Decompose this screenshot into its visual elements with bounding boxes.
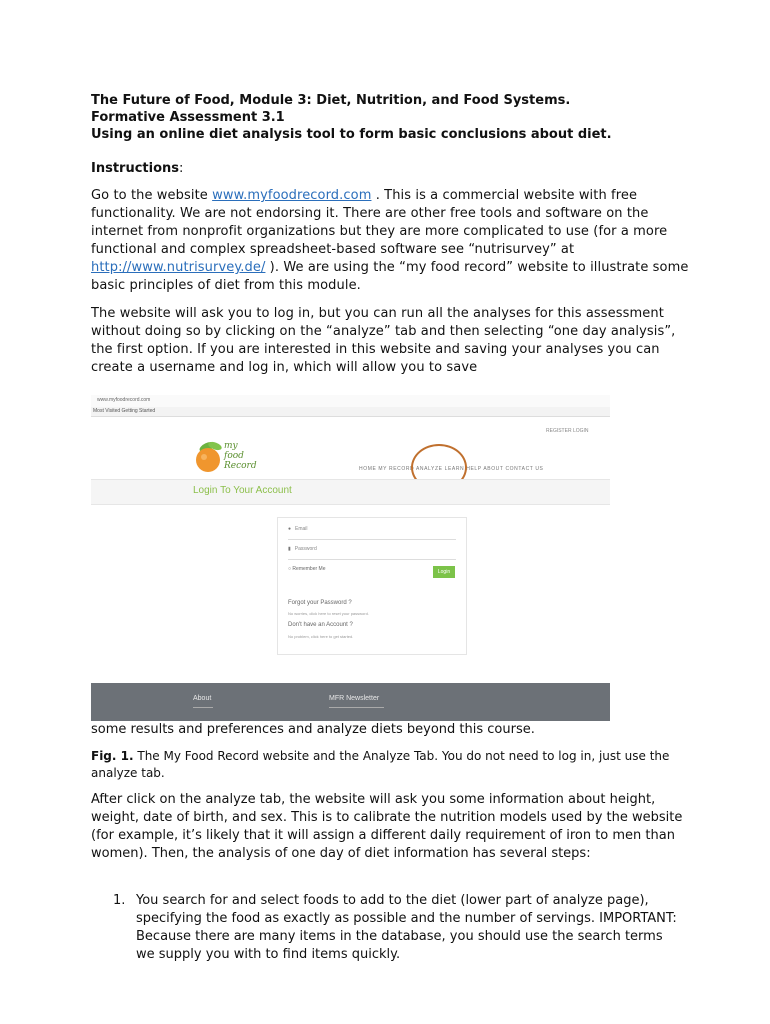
footer-newsletter[interactable]: MFR Newsletter bbox=[329, 695, 380, 702]
website-screenshot bbox=[91, 395, 610, 721]
signup-link[interactable]: No problem, click here to get started. bbox=[288, 634, 354, 639]
register-login-links: REGISTER LOGIN bbox=[546, 428, 589, 434]
email-field[interactable]: ● Email bbox=[288, 526, 456, 540]
site-footer bbox=[91, 683, 610, 721]
logo-text-record: Record bbox=[224, 461, 257, 471]
forgot-password-title: Forgot your Password ? bbox=[288, 600, 352, 606]
step-number: 1. bbox=[113, 893, 126, 908]
paragraph-continuation: some results and preferences and analyze diets beyond this course. bbox=[91, 722, 535, 737]
title-line-1: The Future of Food, Module 3: Diet, Nutrition, and Food Systems. bbox=[91, 93, 571, 108]
instructions-heading: Instructions: bbox=[91, 161, 184, 176]
lock-icon: ▮ bbox=[288, 546, 291, 552]
title-line-2: Formative Assessment 3.1 bbox=[91, 110, 285, 125]
nutrisurvey-link[interactable]: http://www.nutrisurvey.de/ bbox=[91, 260, 266, 275]
myfoodrecord-link[interactable]: www.myfoodrecord.com bbox=[212, 188, 372, 203]
paragraph-login: The website will ask you to log in, but you can run all the analyses for this assessment without doing so by clicking on the “analyze” tab and then selecting “one day analysis”, the first option. If you are interested in this website and saving your analyses you can create a username and log in, which will allow you to save bbox=[91, 306, 676, 375]
login-form bbox=[277, 517, 467, 655]
remember-me-checkbox[interactable]: ○ Remember Me bbox=[288, 566, 326, 572]
figure-caption: Fig. 1. The My Food Record website and the Analyze Tab. You do not need to log in, just use the analyze tab. bbox=[91, 749, 670, 780]
logo-text-food: food bbox=[224, 451, 244, 461]
password-field[interactable]: ▮ Password bbox=[288, 546, 456, 560]
site-nav[interactable]: HOME MY RECORD ANALYZE LEARN HELP ABOUT CONTACT US bbox=[359, 466, 544, 472]
paragraph-analyze: After click on the analyze tab, the website will ask you some information about height, weight, date of birth, and sex. This is to calibrate the nutrition models used by the website (for example, it’s likely that it will assign a different daily requirement of iron to men than women). Then, the analysis of one day of diet information has several steps: bbox=[91, 792, 683, 861]
login-band: Login To Your Account bbox=[91, 479, 610, 505]
step-text: You search for and select foods to add to the diet (lower part of analyze page), specifying the food as exactly as possible and the number of servings. IMPORTANT: Because there are many items in the database, you should use the search terms we supply you with to find items quickly. bbox=[136, 893, 677, 962]
title-line-3: Using an online diet analysis tool to form basic conclusions about diet. bbox=[91, 127, 612, 142]
bookmarks-bar: Most Visited Getting Started bbox=[91, 407, 610, 417]
paragraph-intro: Go to the website www.myfoodrecord.com . This is a commercial website with free functionality. We are not endorsing it. There are other free tools and software on the internet from nonprofit organizations but they are more complicated to use (for a more functional and complex spreadsheet-based software see “nutrisurvey” at http://www.nutrisurvey.de/ ). We are using the “my food record” website to illustrate some basic principles of diet from this module. bbox=[91, 188, 689, 293]
no-account-title: Don't have an Account ? bbox=[288, 622, 353, 628]
user-icon: ● bbox=[288, 526, 292, 532]
document-body bbox=[91, 92, 691, 377]
footer-about[interactable]: About bbox=[193, 695, 212, 702]
browser-url-bar: www.myfoodrecord.com bbox=[91, 395, 610, 408]
myfoodrecord-logo bbox=[191, 437, 261, 473]
login-button[interactable]: Login bbox=[433, 566, 455, 578]
logo-text-my: my bbox=[224, 441, 238, 451]
forgot-password-link[interactable]: No worries, click here to reset your password. bbox=[288, 611, 369, 616]
